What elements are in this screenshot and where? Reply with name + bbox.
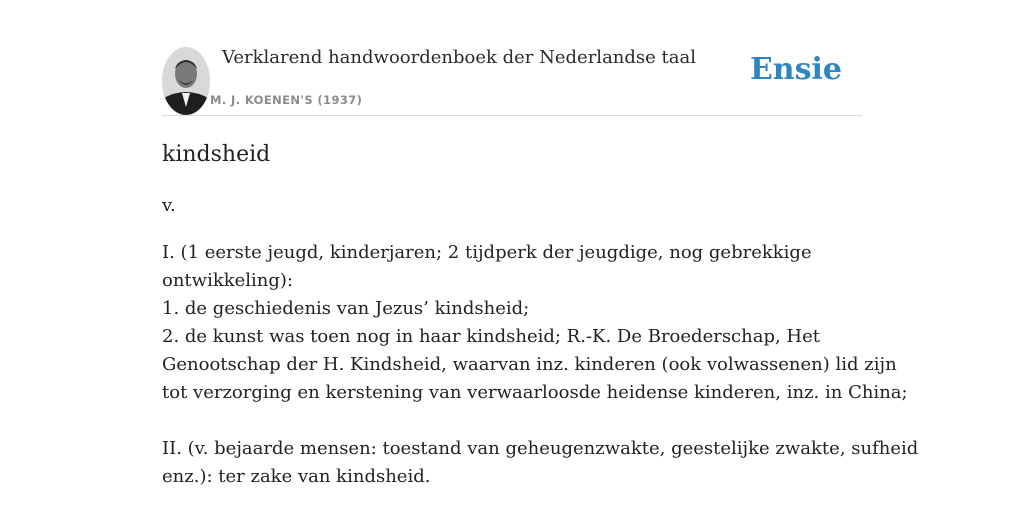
definition-line: II. (v. bejaarde mensen: toestand van geheugenzwakte, geestelijke zwakte, sufheid (162, 438, 919, 459)
paragraph-gap (162, 407, 862, 435)
definition-line: tot verzorging en kerstening van verwaarloosde heidense kinderen, inz. in China; (162, 382, 908, 403)
entry-definition (162, 239, 919, 491)
dictionary-header (162, 46, 862, 116)
grammar-label: v. (162, 195, 176, 216)
definition-line: enz.): ter zake van kindsheid. (162, 466, 431, 487)
book-author: M. J. KOENEN'S (1937) (210, 93, 363, 107)
definition-line: 2. de kunst was toen nog in haar kindsheid; R.-K. De Broederschap, Het (162, 326, 821, 347)
entry-headword: kindsheid (162, 142, 271, 167)
definition-line: Genootschap der H. Kindsheid, waarvan inz. kinderen (ook volwassenen) lid zijn (162, 354, 897, 375)
definition-line: I. (1 eerste jeugd, kinderjaren; 2 tijdperk der jeugdige, nog gebrekkige (162, 242, 812, 263)
book-title: Verklarend handwoordenboek der Nederlandse taal (222, 47, 696, 68)
definition-line: 1. de geschiedenis van Jezus’ kindsheid; (162, 298, 530, 319)
ensie-logo-link[interactable]: Ensie (749, 52, 842, 87)
definition-line: ontwikkeling): (162, 270, 294, 291)
author-portrait-icon (162, 47, 210, 115)
